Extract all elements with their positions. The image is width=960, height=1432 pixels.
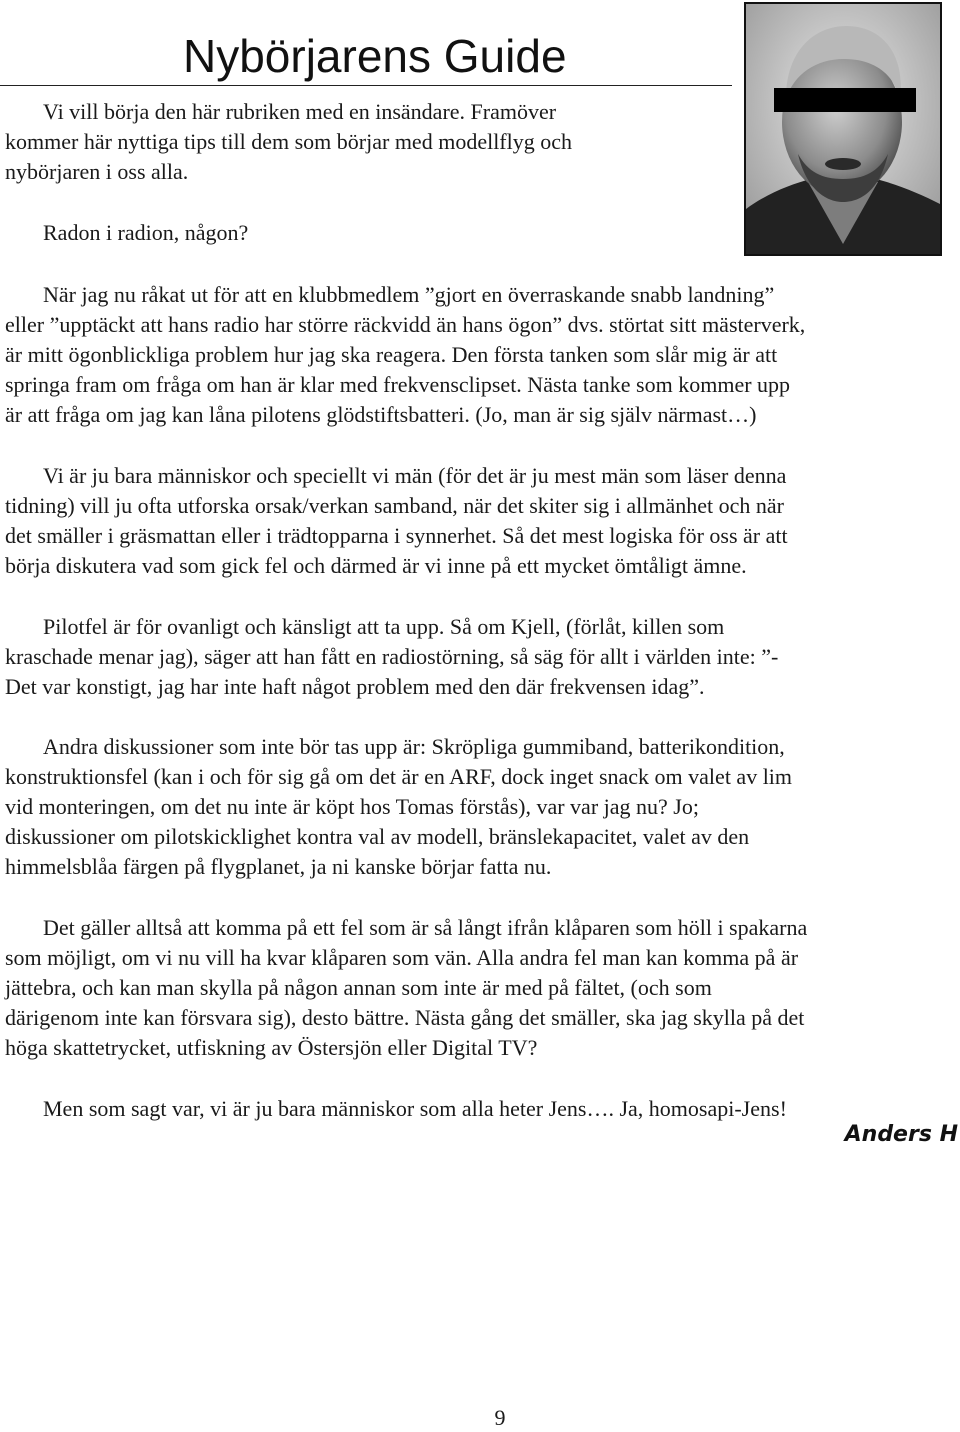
- paragraph-line: Det var konstigt, jag har inte haft något problem med den där frekvensen idag”.: [5, 674, 705, 699]
- intro-line-1: Vi vill börja den här rubriken med en insändare. Framöver: [43, 99, 557, 124]
- paragraph-line: Vi är ju bara människor och speciellt vi män (för det är ju mest män som läser denna: [43, 463, 787, 488]
- paragraph-line: Det gäller alltså att komma på ett fel som är så långt ifrån klåparen som höll i spakarna: [43, 915, 808, 940]
- paragraph-line: Men som sagt var, vi är ju bara människor som alla heter Jens…. Ja, homosapi-Jens!: [43, 1096, 787, 1121]
- paragraph-line: tidning) vill ju ofta utforska orsak/verkan samband, när det skiter sig i allmänhet och när: [5, 493, 784, 518]
- intro-line-3: nybörjaren i oss alla.: [5, 159, 189, 184]
- paragraph-line: jättebra, och kan man skylla på någon annan som inte är med på fältet, (och som: [5, 975, 712, 1000]
- paragraph-line: eller ”upptäckt att hans radio har större räckvidd än hans ögon” dvs. störtat sitt mästerverk,: [5, 312, 806, 337]
- paragraph-line: är mitt ögonblickliga problem hur jag ska reagera. Den första tanken som slår mig är att: [5, 342, 778, 367]
- paragraph-line: som möjligt, om vi nu vill ha kvar klåparen som vän. Alla andra fel man kan komma på är: [5, 945, 799, 970]
- portrait-photo-icon: [746, 4, 940, 254]
- section-heading: Radon i radion, någon?: [43, 220, 249, 245]
- author-photo: [744, 2, 942, 256]
- paragraph-line: Pilotfel är för ovanligt och känsligt att ta upp. Så om Kjell, (förlåt, killen som: [43, 614, 725, 639]
- page-title: Nybörjarens Guide: [183, 30, 567, 82]
- paragraph-line: därigenom inte kan försvara sig), desto bättre. Nästa gång det smäller, ska jag skylla på det: [5, 1005, 805, 1030]
- paragraph-line: vid monteringen, om det nu inte är köpt hos Tomas förstås), var var jag nu? Jo;: [5, 794, 699, 819]
- paragraph-line: det smäller i gräsmattan eller i trädtopparna i synnerhet. Så det mest logiska för oss är att: [5, 523, 788, 548]
- paragraph-line: himmelsblåa färgen på flygplanet, ja ni kanske börjar fatta nu.: [5, 854, 552, 879]
- paragraph-line: springa fram om fråga om han är klar med frekvensclipset. Nästa tanke som kommer upp: [5, 372, 791, 397]
- author-signature: Anders H: [844, 1122, 958, 1147]
- paragraph-line: höga skattetrycket, utfiskning av Östersjön eller Digital TV?: [5, 1035, 538, 1060]
- paragraph-line: Andra diskussioner som inte bör tas upp är: Skröpliga gummiband, batterikondition,: [43, 734, 785, 759]
- intro-line-2: kommer här nyttiga tips till dem som börjar med modellflyg och: [5, 129, 573, 154]
- paragraph-line: När jag nu råkat ut för att en klubbmedlem ”gjort en överraskande snabb landning”: [43, 282, 775, 307]
- paragraph-line: diskussioner om pilotskicklighet kontra val av modell, bränslekapacitet, valet av den: [5, 824, 750, 849]
- paragraph-line: är att fråga om jag kan låna pilotens glödstiftsbatteri. (Jo, man är sig själv närmast…): [5, 402, 757, 427]
- page-number: 9: [494, 1405, 506, 1430]
- paragraph-line: kraschade menar jag), säger att han fått en radiostörning, så säg för allt i världen inte: ”-: [5, 644, 779, 669]
- title-rule: [0, 85, 732, 86]
- paragraph-line: konstruktionsfel (kan i och för sig gå om det är en ARF, dock inget snack om valet av lim: [5, 764, 793, 789]
- paragraph-line: börja diskutera vad som gick fel och därmed är vi inne på ett mycket ömtåligt ämne.: [5, 553, 747, 578]
